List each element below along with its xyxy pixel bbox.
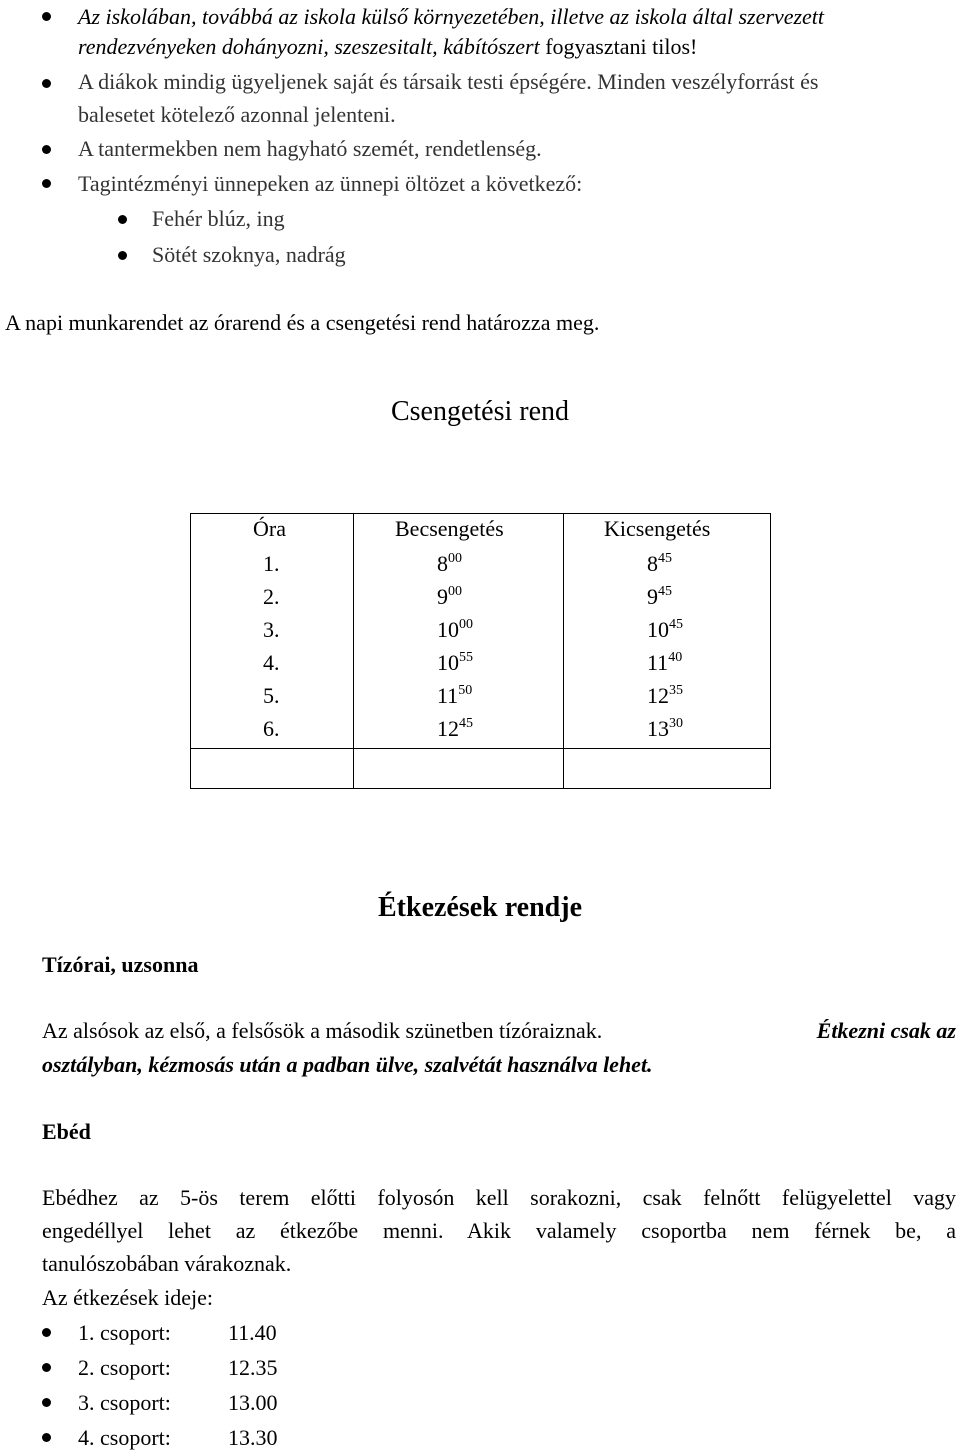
table-cell-lesson: 2. xyxy=(263,584,280,609)
table-cell-start-time: $11^{50}$ xyxy=(437,683,473,708)
bell-schedule-table xyxy=(190,513,771,789)
bullet-icon xyxy=(118,215,127,224)
lunch-text-line-3: tanulószobában várakoznak. xyxy=(42,1251,292,1276)
bullet-icon xyxy=(42,1398,51,1407)
table-col-divider xyxy=(353,514,354,788)
attire-item-1: Fehér blúz, ing xyxy=(152,206,285,231)
bullet-icon xyxy=(42,179,51,188)
table-cell-end-time: $8^{45}$ xyxy=(647,551,672,576)
lunch-text-line-1: Ebédhez az 5-ös terem előtti folyosón kell sorakozni, csak felnőtt felügyelettel vagy xyxy=(42,1185,956,1210)
bullet-icon xyxy=(118,251,127,260)
snack-text-italic-1: Étkezni csak az xyxy=(816,1018,956,1043)
table-cell-lesson: 6. xyxy=(263,716,280,741)
rule-1-line-2-italic: rendezvényeken dohányozni, szeszesitalt, kábítószert xyxy=(78,34,540,59)
intro-text: A napi munkarendet az órarend és a csengetési rend határozza meg. xyxy=(5,310,600,335)
bullet-icon xyxy=(42,1363,51,1372)
meal-group-name: 2. csoport: xyxy=(78,1355,171,1380)
rule-4: Tagintézményi ünnepeken az ünnepi öltözet a következő: xyxy=(78,171,583,196)
snack-text-normal: Az alsósok az első, a felsősök a második szünetben tízóraiznak. xyxy=(42,1018,603,1043)
meal-times-label: Az étkezések ideje: xyxy=(42,1285,214,1310)
table-cell-start-time: $12^{45}$ xyxy=(437,716,473,741)
snack-text-line-2: osztályban, kézmosás után a padban ülve, szalvétát használva lehet. xyxy=(42,1052,653,1077)
lunch-text-line-2: engedéllyel lehet az étkezőbe menni. Akik valamely csoportba nem férnek be, a xyxy=(42,1218,956,1243)
snack-text-line-1 xyxy=(42,1016,956,1046)
table-cell-end-time: $10^{45}$ xyxy=(647,617,683,642)
table-cell-lesson: 5. xyxy=(263,683,280,708)
table-cell-lesson: 3. xyxy=(263,617,280,642)
header-lesson: Óra xyxy=(253,516,286,541)
meal-group-time: 13.30 xyxy=(228,1425,278,1450)
bullet-icon xyxy=(42,12,51,21)
table-cell-lesson: 1. xyxy=(263,551,280,576)
bullet-icon xyxy=(42,145,51,154)
lunch-heading: Ebéd xyxy=(42,1119,91,1144)
meal-group-time: 13.00 xyxy=(228,1390,278,1415)
bullet-icon xyxy=(42,1328,51,1337)
table-cell-lesson: 4. xyxy=(263,650,280,675)
rule-2-line-2: balesetet kötelező azonnal jelenteni. xyxy=(78,102,396,127)
rule-1-line-1: Az iskolában, továbbá az iskola külső környezetében, illetve az iskola által szervezett xyxy=(78,4,825,29)
table-cell-start-time: $10^{55}$ xyxy=(437,650,473,675)
meal-group-time: 11.40 xyxy=(228,1320,277,1345)
meal-group-time: 12.35 xyxy=(228,1355,278,1380)
table-cell-start-time: $9^{00}$ xyxy=(437,584,462,609)
table-cell-end-time: $9^{45}$ xyxy=(647,584,672,609)
bell-schedule-title: Csengetési rend xyxy=(390,396,570,427)
header-end: Kicsengetés xyxy=(604,516,711,541)
bullet-icon xyxy=(42,1433,51,1442)
table-cell-end-time: $11^{40}$ xyxy=(647,650,683,675)
table-cell-start-time: $10^{00}$ xyxy=(437,617,473,642)
attire-item-2: Sötét szoknya, nadrág xyxy=(152,242,346,267)
table-row-divider xyxy=(191,748,770,749)
meal-group-name: 1. csoport: xyxy=(78,1320,171,1345)
rule-2-line-1: A diákok mindig ügyeljenek saját és társaik testi épségére. Minden veszélyforrást és xyxy=(78,69,819,94)
meals-title: Étkezések rendje xyxy=(378,892,582,923)
bullet-icon xyxy=(42,79,51,88)
table-cell-end-time: $12^{35}$ xyxy=(647,683,683,708)
snack-heading: Tízórai, uzsonna xyxy=(42,952,199,977)
table-cell-end-time: $13^{30}$ xyxy=(647,716,683,741)
rule-1-line-2 xyxy=(78,32,697,62)
header-start: Becsengetés xyxy=(395,516,504,541)
table-cell-start-time: $8^{00}$ xyxy=(437,551,462,576)
meal-group-name: 4. csoport: xyxy=(78,1425,171,1450)
table-col-divider xyxy=(563,514,564,788)
meal-group-name: 3. csoport: xyxy=(78,1390,171,1415)
rule-3: A tantermekben nem hagyható szemét, rendetlenség. xyxy=(78,136,542,161)
rule-1-tail: fogyasztani tilos! xyxy=(539,34,698,59)
